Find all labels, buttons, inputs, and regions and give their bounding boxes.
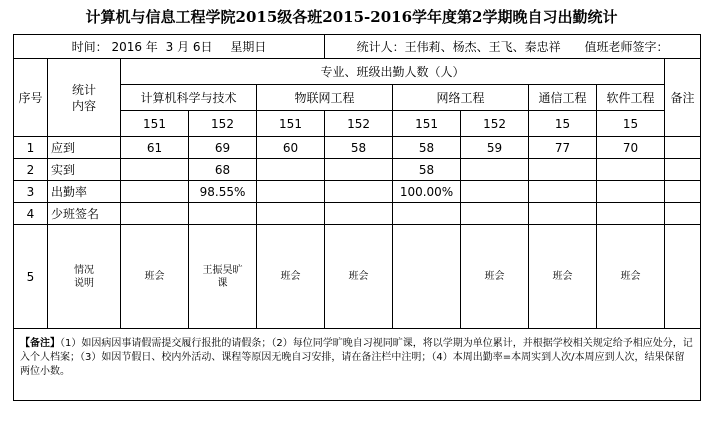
table-cell: 58: [325, 137, 393, 159]
table-cell: [325, 159, 393, 181]
table-cell: [121, 203, 189, 225]
content-header: [48, 59, 121, 137]
table-cell: [189, 203, 257, 225]
row-label: 情况说明: [74, 264, 94, 289]
table-row: [14, 159, 701, 181]
row-number: 1: [14, 137, 48, 159]
notes-cell: [14, 329, 701, 401]
stat-people: 统计人：王伟莉、杨杰、王飞、秦忠祥: [356, 39, 561, 54]
stat-cell: [325, 35, 701, 59]
table-cell: [461, 203, 529, 225]
table-row: [14, 225, 701, 329]
row-number: 3: [14, 181, 48, 203]
group-header: 专业、班级出勤人数（人）: [121, 59, 665, 85]
header-row-group: [14, 59, 701, 85]
table-row: [14, 203, 701, 225]
class-header: 152: [461, 111, 529, 137]
remark-cell: [665, 203, 701, 225]
table-cell: [597, 159, 665, 181]
table-cell: [121, 181, 189, 203]
info-row: [14, 35, 701, 59]
table-cell: [597, 181, 665, 203]
table-cell: 100.00%: [393, 181, 461, 203]
row-label: 少班签名: [48, 203, 121, 225]
table-cell: [121, 159, 189, 181]
table-cell-wrapper: [189, 225, 257, 329]
notes-row: [14, 329, 701, 401]
table-cell: [529, 181, 597, 203]
table-cell: [257, 159, 325, 181]
class-header: 152: [325, 111, 393, 137]
time-weekday: 星期日: [230, 39, 267, 54]
class-header: 152: [189, 111, 257, 137]
notes-label: 【备注】: [20, 338, 60, 349]
table-cell: [461, 159, 529, 181]
table-cell: 王振昊旷课: [202, 264, 243, 289]
remark-cell: [665, 137, 701, 159]
table-cell: 69: [189, 137, 257, 159]
table-cell: 班会: [461, 225, 529, 329]
table-cell: 班会: [257, 225, 325, 329]
seq-header: 序号: [14, 59, 48, 137]
table-cell: [597, 203, 665, 225]
class-header: 151: [121, 111, 189, 137]
row-label-cell: [48, 225, 121, 329]
table-cell: 70: [597, 137, 665, 159]
notes-text: （1）如因病因事请假需提交履行报批的请假条；（2）每位同学旷晚自习视同旷课，将以学期为单位累计，并根据学校相关规定给予相应处分，记入个人档案；（3）如因节假日、校内外活动、课程等原因无晚自习安排，请在备注栏中注明；（4）本周出勤率=本周实到人次/本周应到人次，结果保留两位小数。: [20, 338, 693, 377]
page-title: 计算机与信息工程学院2015级各班2015-2016学年度第2学期晚自习出勤统计: [85, 8, 618, 26]
table-cell: 98.55%: [189, 181, 257, 203]
table-cell: [461, 181, 529, 203]
table-cell: [393, 225, 461, 329]
table-cell: 60: [257, 137, 325, 159]
attendance-table: [13, 34, 701, 401]
class-header: 151: [393, 111, 461, 137]
remark-header: 备注: [665, 59, 701, 137]
remark-cell: [665, 181, 701, 203]
table-cell: [257, 203, 325, 225]
time-month: 3 月: [165, 39, 190, 54]
major-telecom: 通信工程: [529, 85, 597, 111]
table-cell: [529, 203, 597, 225]
time-label: 时间：: [71, 39, 108, 54]
time-year: 2016 年: [111, 39, 158, 54]
table-cell: 61: [121, 137, 189, 159]
table-row: [14, 137, 701, 159]
row-label: 实到: [48, 159, 121, 181]
table-cell: 班会: [529, 225, 597, 329]
table-cell: [393, 203, 461, 225]
row-label: 出勤率: [48, 181, 121, 203]
table-cell: 59: [461, 137, 529, 159]
row-number: 2: [14, 159, 48, 181]
time-day: 6日: [192, 39, 213, 54]
row-number: 4: [14, 203, 48, 225]
table-cell: 77: [529, 137, 597, 159]
table-cell: 68: [189, 159, 257, 181]
class-header: 15: [529, 111, 597, 137]
table-cell: [529, 159, 597, 181]
duty-teacher-label: 值班老师签字：: [584, 39, 669, 54]
time-cell: [14, 35, 325, 59]
remark-cell: [665, 159, 701, 181]
class-header: 151: [257, 111, 325, 137]
major-network: 网络工程: [393, 85, 529, 111]
table-cell: 班会: [597, 225, 665, 329]
table-cell: 58: [393, 137, 461, 159]
table-cell: 班会: [121, 225, 189, 329]
table-cell: [325, 181, 393, 203]
class-header: 15: [597, 111, 665, 137]
major-software: 软件工程: [597, 85, 665, 111]
table-cell: 班会: [325, 225, 393, 329]
table-cell: [325, 203, 393, 225]
content-header-text: 统计内容: [71, 82, 96, 113]
remark-cell: [665, 225, 701, 329]
major-iot: 物联网工程: [257, 85, 393, 111]
row-label: 应到: [48, 137, 121, 159]
table-cell: [257, 181, 325, 203]
row-number: 5: [14, 225, 48, 329]
major-cs: 计算机科学与技术: [121, 85, 257, 111]
table-cell: 58: [393, 159, 461, 181]
table-row: [14, 181, 701, 203]
